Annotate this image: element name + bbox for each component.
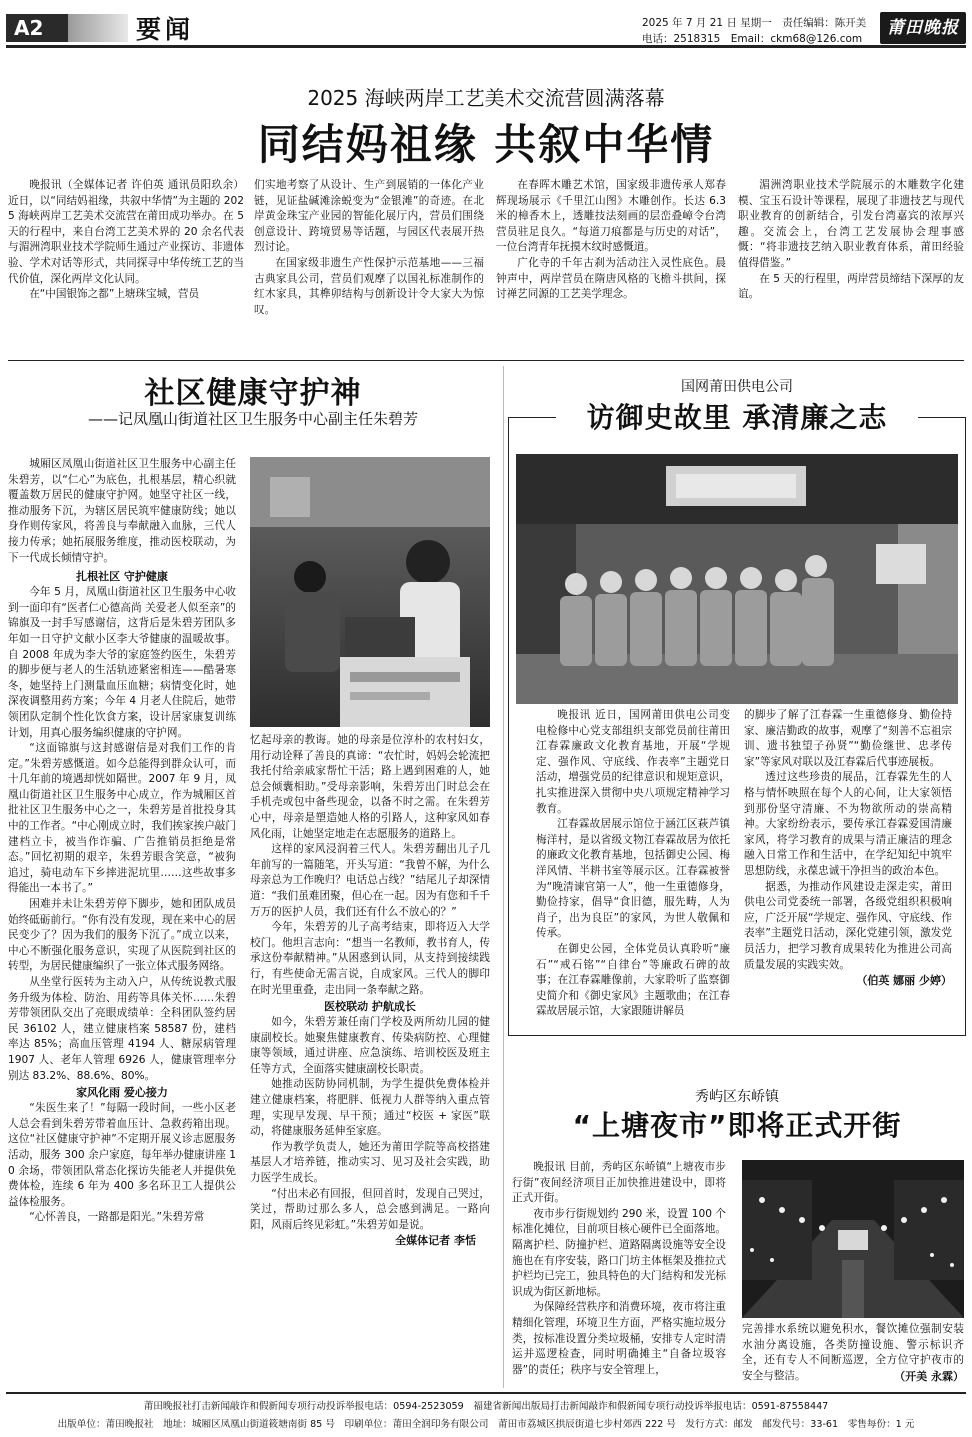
night-paragraph: 完善排水系统以避免积水，餐饮摊位强制安装水油分离设施，各类防撞设施、警示标识齐全，还有专人不间断巡逻，全方位守护夜市的安全与整洁。 <box>742 1323 964 1382</box>
section-title: 要闻 <box>136 15 195 44</box>
lead-paragraph: 在 5 天的行程里，两岸营员缔结下深厚的友谊。 <box>738 272 964 301</box>
grid-paragraph: 透过这些珍贵的展品，江春霖先生的人格与情怀映照在每个人的心间，让大家领悟到那份坚守清廉、不为物欲所动的崇高精神。大家纷纷表示，要传承江春霖爱国清廉家风，将学习教育的成果与清正廉洁的理念融入日常工作和生活中，在学纪知纪中筑牢思想防线，永葆忠诚干净担当的政治本色。 <box>744 771 952 877</box>
footer-rule <box>6 1392 966 1394</box>
health-paragraph: “朱医生来了！”每隔一段时间，一些小区老人总会看到朱碧芳带着血压计、急救药箱出现。这位“社区健康守护神”不定期开展义诊志愿服务活动，服务 300 余户家庭，每年举办健康讲座 10 余场，带领团队常态化探访失能老人并提供免费体检，连续 6 年为 400 多名环卫工人提供公益体检服务。 <box>8 1102 236 1208</box>
grid-photo <box>516 454 958 704</box>
night-headline: “上塘夜市”即将正式开街 <box>572 1109 902 1142</box>
health-intro-paragraph: 城厢区凤凰山街道社区卫生服务中心副主任朱碧芳，以“仁心”为底色，扎根基层，精心织就覆盖数万居民的健康守护网。她坚守社区一线，推动服务下沉，为辖区居民筑牢健康防线；她以身作则传家风，将善良与奉献融入血脉，三代人接力传承；她拓展服务维度，推动医校联动，为下一代成长倾情守护。 <box>8 458 236 564</box>
health-subheading-1: 扎根社区 守护健康 <box>76 570 168 584</box>
health-paragraph: 如今，朱碧芳兼任南门学校及两所幼儿园的健康副校长。她聚焦健康教育、传染病防控、心理健康等领域，通过讲座、应急演练、培训校医及班主任等方式，全面落实健康副校长职责。 <box>250 1016 490 1075</box>
health-subhead: ——记凤凰山街道社区卫生服务中心副主任朱碧芳 <box>87 410 418 428</box>
night-photo <box>742 1160 964 1318</box>
health-photo <box>250 457 490 727</box>
page-info-date: 2025 年 7 月 21 日 星期一 责任编辑：陈开美 <box>642 17 867 29</box>
lead-paragraph: 在国家级非遗生产性保护示范基地——三福古典家具公司，营员们观摩了以国礼标准制作的红木家具，其榫卯结构与创新设计令大家大为惊叹。 <box>254 256 484 316</box>
health-byline: 全媒体记者 李恬 <box>395 1234 476 1248</box>
night-paragraph: 晚报讯 目前，秀屿区东峤镇“上塘夜市步行街”夜间经济项目正加快推进建设中，即将正式开街。 <box>512 1161 726 1205</box>
column-divider <box>503 366 504 1388</box>
night-paragraph: 为保障经营秩序和消费环境，夜市将注重精细化管理，环境卫生方面，严格实施垃圾分类，按标准设置分类垃圾桶，安排专人定时清运并巡逻检查，同时明确摊主“自备垃圾容器”的责任；秩序与安全管理上， <box>512 1301 726 1376</box>
health-paragraph: 作为教学负责人，她还为莆田学院等高校搭建基层人才培养链，推动实习、见习及社会实践，助力医学生成长。 <box>250 1140 490 1185</box>
masthead <box>0 0 972 50</box>
footer-imprint: 出版单位：莆田晚报社 地址：城厢区凤凰山街道筱塘南街 85 号 印刷单位：莆田全润印务有限公司 莆田市荔城区拱辰街道七步村郊西 222 号 发行方式：邮发 邮发代号：33-61 零售每份：1 元 <box>57 1419 915 1430</box>
grid-headline: 访御史故里 承清廉之志 <box>586 401 888 434</box>
grid-paragraph: 江春霖故居展示馆位于涵江区萩芦镇梅洋村，是以省级文物江春霖故居为依托的廉政文化教育基地，包括御史公园、梅洋风情、半耕书室等展示区。江春霖被誉为“晚清谏官第一人”，他一生重德修身，勤俭持家，倡导“食旧德，服先畴，人为肖子，出为良臣”的家风，为世人敬佩和传承。 <box>536 818 730 940</box>
grid-column-1 <box>536 708 730 1020</box>
lead-kicker: 2025 海峡两岸工艺美术交流营圆满落幕 <box>307 86 665 110</box>
grid-kicker: 国网莆田供电公司 <box>681 379 793 395</box>
masthead-rule <box>6 45 966 48</box>
lead-paragraph: 广化寺的千年古刹为活动注入灵性底色。晨钟声中，两岸营员在隋唐风格的飞檐斗拱间，探讨禅艺同源的工艺美学理念。 <box>496 256 726 301</box>
grid-paragraph: 据悉，为推动作风建设走深走实，莆田供电公司党委统一部署，各级党组织积极响应，广泛开展“学规定、强作风、守底线、作表率”主题党日活动，深化党建引领，激发党员活力，把学习教育成果转化为推进公司高质量发展的实践实效。 <box>744 880 952 971</box>
night-column-2 <box>742 1322 964 1385</box>
night-byline: （开美 永霖） <box>894 1370 964 1384</box>
grid-paragraph: 晚报讯 近日，国网莆田供电公司变电检修中心党支部组织支部党员前往莆田江春霖廉政文化教育基地，开展“学规定、强作风、守底线、作表率”主题党日活动，增强党员的纪律意识和规矩意识，扎实推进深入贯彻中央八项规定精神学习教育。 <box>536 709 730 815</box>
health-subheading-2: 家风化雨 爱心接力 <box>76 1086 168 1100</box>
lead-paragraph: 在“中国银饰之都”上塘珠宝城，营员 <box>29 288 200 301</box>
health-paragraph: 她推动医防协同机制，为学生提供免费体检并建立健康档案，将肥胖、低视力人群等纳入重点管理，实现早发现、早干预；通过“校医 + 家医”联动，将健康服务延伸至家庭。 <box>250 1078 490 1138</box>
health-paragraph: “心怀善良，一路都是阳光。”朱碧芳常 <box>29 1211 205 1224</box>
lead-column-4 <box>738 178 964 303</box>
night-kicker: 秀屿区东峤镇 <box>695 1089 779 1105</box>
page-info-contact: 电话：2518315 Email：ckm68@126.com <box>642 33 863 45</box>
lead-column-3 <box>496 178 726 303</box>
night-column-1 <box>512 1160 726 1378</box>
health-column-1 <box>8 457 236 1226</box>
grid-paragraph: 在御史公园，全体党员认真聆听“廉石”“戒石铭”“自律台”等廉政石碑的故事；在江春霖雕像前，大家聆听了监察御史简介和《御史家风》主题歌曲；在江春霖故居展示馆，大家跟随讲解员 <box>536 942 730 1018</box>
health-paragraph: 今年 5 月，凤凰山街道社区卫生服务中心收到一面印有“医者仁心德高尚 关爱老人似至亲”的锦旗及一封手写感谢信，这背后是朱碧芳团队多年如一日守护文献小区李大爷健康的温暖故事。自 2008 年成为李大爷的家庭签约医生，朱碧芳的脚步便与老人的生活轨迹紧密相连——酷暑寒冬，她坚持上门测量血压血糖；病情变化时，她深夜调整用药方案；今年 4 月老人住院后，她带领团队定制个性化饮食方案，设计居家康复训练计划，用真心服务编织健康的守护网。 <box>8 586 236 739</box>
lead-bottom-rule <box>8 360 964 361</box>
health-headline: 社区健康守护神 <box>144 376 362 411</box>
health-paragraph: “付出未必有回报，但回首时，发现自己哭过，笑过，帮助过那么多人，总会感到满足。一路向阳，风雨后终见彩虹。”朱碧芳如是说。 <box>250 1187 490 1231</box>
lead-paragraph: 们实地考察了从设计、生产到展销的一体化产业链，见证盐碱滩涂蜕变为“金银滩”的奇迹。在北岸黄金珠宝产业园的智能化展厅内，营员们围绕创意设计、跨境贸易等话题，与园区代表展开热烈讨论。 <box>254 179 484 254</box>
lead-paragraph: 晚报讯（全媒体记者 许伯英 通讯员阳玖余）近日，以“同结妈祖缘，共叙中华情”为主题的 2025 海峡两岸工艺美术交流营在莆田成功举办。在 5 天的行程中，来自台湾工艺美术界的 20 余名代表与湄洲湾职业技术学院师生通过产业探访、非遗体验、学术对话等形式，共同探寻中华传统工艺的当代价值，深化两岸文化认同。 <box>8 179 244 285</box>
health-paragraph: 困难并未让朱碧芳停下脚步，她和团队成员始终砥砺前行。“你有没有发现，现在来中心的居民变少了？因为我们的服务下沉了。”成立以来，中心不断强化服务意识，实现了从医院到社区的转型，为居民健康编织了一张立体式服务网络。 <box>8 898 236 973</box>
lead-column-1 <box>8 178 244 303</box>
grid-paragraph: 的脚步了解了江春霖一生重德修身、勤俭持家、廉洁勤政的故事，观摩了“刻善不忘祖宗训、遗书独望子孙贤”“勤俭继世、忠孝传家”等家风对联以及江春霖后代事迹展板。 <box>744 709 952 768</box>
health-paragraph: “这面锦旗与这封感谢信是对我们工作的肯定。”朱碧芳感慨道。如今总能得到群众认可，而十几年前的境遇却恍如隔世。2007 年 9 月，凤凰山街道社区卫生服务中心成立，作为城厢区首批社区卫生服务中心之一，朱碧芳是首批投身其中的工作者。“中心刚成立时，我们挨家挨户敲门建档立卡，被当作诈骗、广告推销员拒绝是常态。”回忆初期的艰辛，朱碧芳眼含笑意，“被狗追过，骑电动车下乡摔进泥坑里……这些故事多得能出一本书了。” <box>8 742 236 895</box>
night-paragraph: 夜市步行街规划约 290 米，设置 100 个标准化摊位，目前项目核心硬件已全面落地。隔离护栏、防撞护栏、道路隔离设施等安全设施也在有序安装，路口门坊主体框架及推拉式护栏均已完工，独具特色的大门结构和发光标识成为街区新地标。 <box>512 1207 726 1298</box>
health-paragraph: 从坐堂行医转为主动入户，从传统说教式服务升级为体检、防治、用药等具体关怀……朱碧芳带领团队交出了亮眼成绩单：全科团队签约居民 36102 人，建立健康档案 58587 份，建档率达 85%；高血压管理 4194 人、糖尿病管理 1907 人、老年人管理 6926 人，健康管理率分别达 83.2%、88.6%、80%。 <box>8 976 236 1082</box>
page-number-tab <box>68 14 128 42</box>
page-number: A2 <box>6 14 68 42</box>
health-paragraph: 忆起母亲的教诲。她的母亲是位淳朴的农村妇女，用行动诠释了善良的真谛：“农忙时，妈妈会轮流把我托付给亲戚家帮忙干活；路上遇到困难的人，她总会倾囊相助。”受母亲影响，朱碧芳出门时总会在手机壳或包中备些现金，以备不时之需。在朱碧芳心中，母亲是塑造她人格的引路人，这种家风如春风化雨，让她坚定地走在志愿服务的道路上。 <box>250 734 490 840</box>
grid-byline: （伯英 娜丽 少婷） <box>856 974 952 988</box>
grid-column-2 <box>744 708 952 989</box>
lead-headline: 同结妈祖缘 共叙中华情 <box>257 120 715 169</box>
health-subheading-3: 医校联动 护航成长 <box>324 1000 416 1014</box>
health-paragraph: 今年，朱碧芳的儿子高考结束，即将迈入大学校门。他坦言志向：“想当一名教师，教书育人，传承这份奉献精神。”从困惑到认同，从支持到接续践行，有些使命无需言说，自成家风。三代人的脚印在时光里重叠，走出同一条奉献之路。 <box>250 921 490 996</box>
health-paragraph: 这样的家风浸润着三代人。朱碧芳翻出儿子几年前写的一篇随笔，开头写道：“我曾不解，为什么母亲总为工作晚归？电话总占线？”结尾儿子却深情道：“我们虽难团聚，但心在一起。因为有您和千千万万的医护人员，我们还有什么不放心的？” <box>250 843 490 918</box>
health-column-2 <box>250 733 490 1249</box>
footer-hotline: 莆田晚报社打击新闻敲诈和假新闻专项行动投诉举报电话：0594-2523059 福建省新闻出版局打击新闻敲诈和假新闻专项行动投诉举报电话：0591-87558447 <box>143 1401 829 1412</box>
newspaper-logo: 莆田晚报 <box>880 12 966 44</box>
lead-column-2 <box>254 178 484 318</box>
lead-paragraph: 在春晖木雕艺术馆，国家级非遗传承人郑春辉现场展示《千里江山图》木雕创作。长达 6.3 米的樟香木上，透雕技法刻画的层峦叠嶂令台湾营员驻足良久。“每道刀痕都是与历史的对话”，一位台湾青年抚摸木纹时感慨道。 <box>496 179 726 254</box>
lead-paragraph: 湄洲湾职业技术学院展示的木雕数字化建模、宝玉石设计等课程，展现了非遗技艺与现代职业教育的创新结合，引发台湾嘉宾的浓厚兴趣。交流会上，台湾工艺发展协会理事感慨：“将非遗技艺纳入职业教育体系，莆田经验值得借鉴。” <box>738 179 964 269</box>
